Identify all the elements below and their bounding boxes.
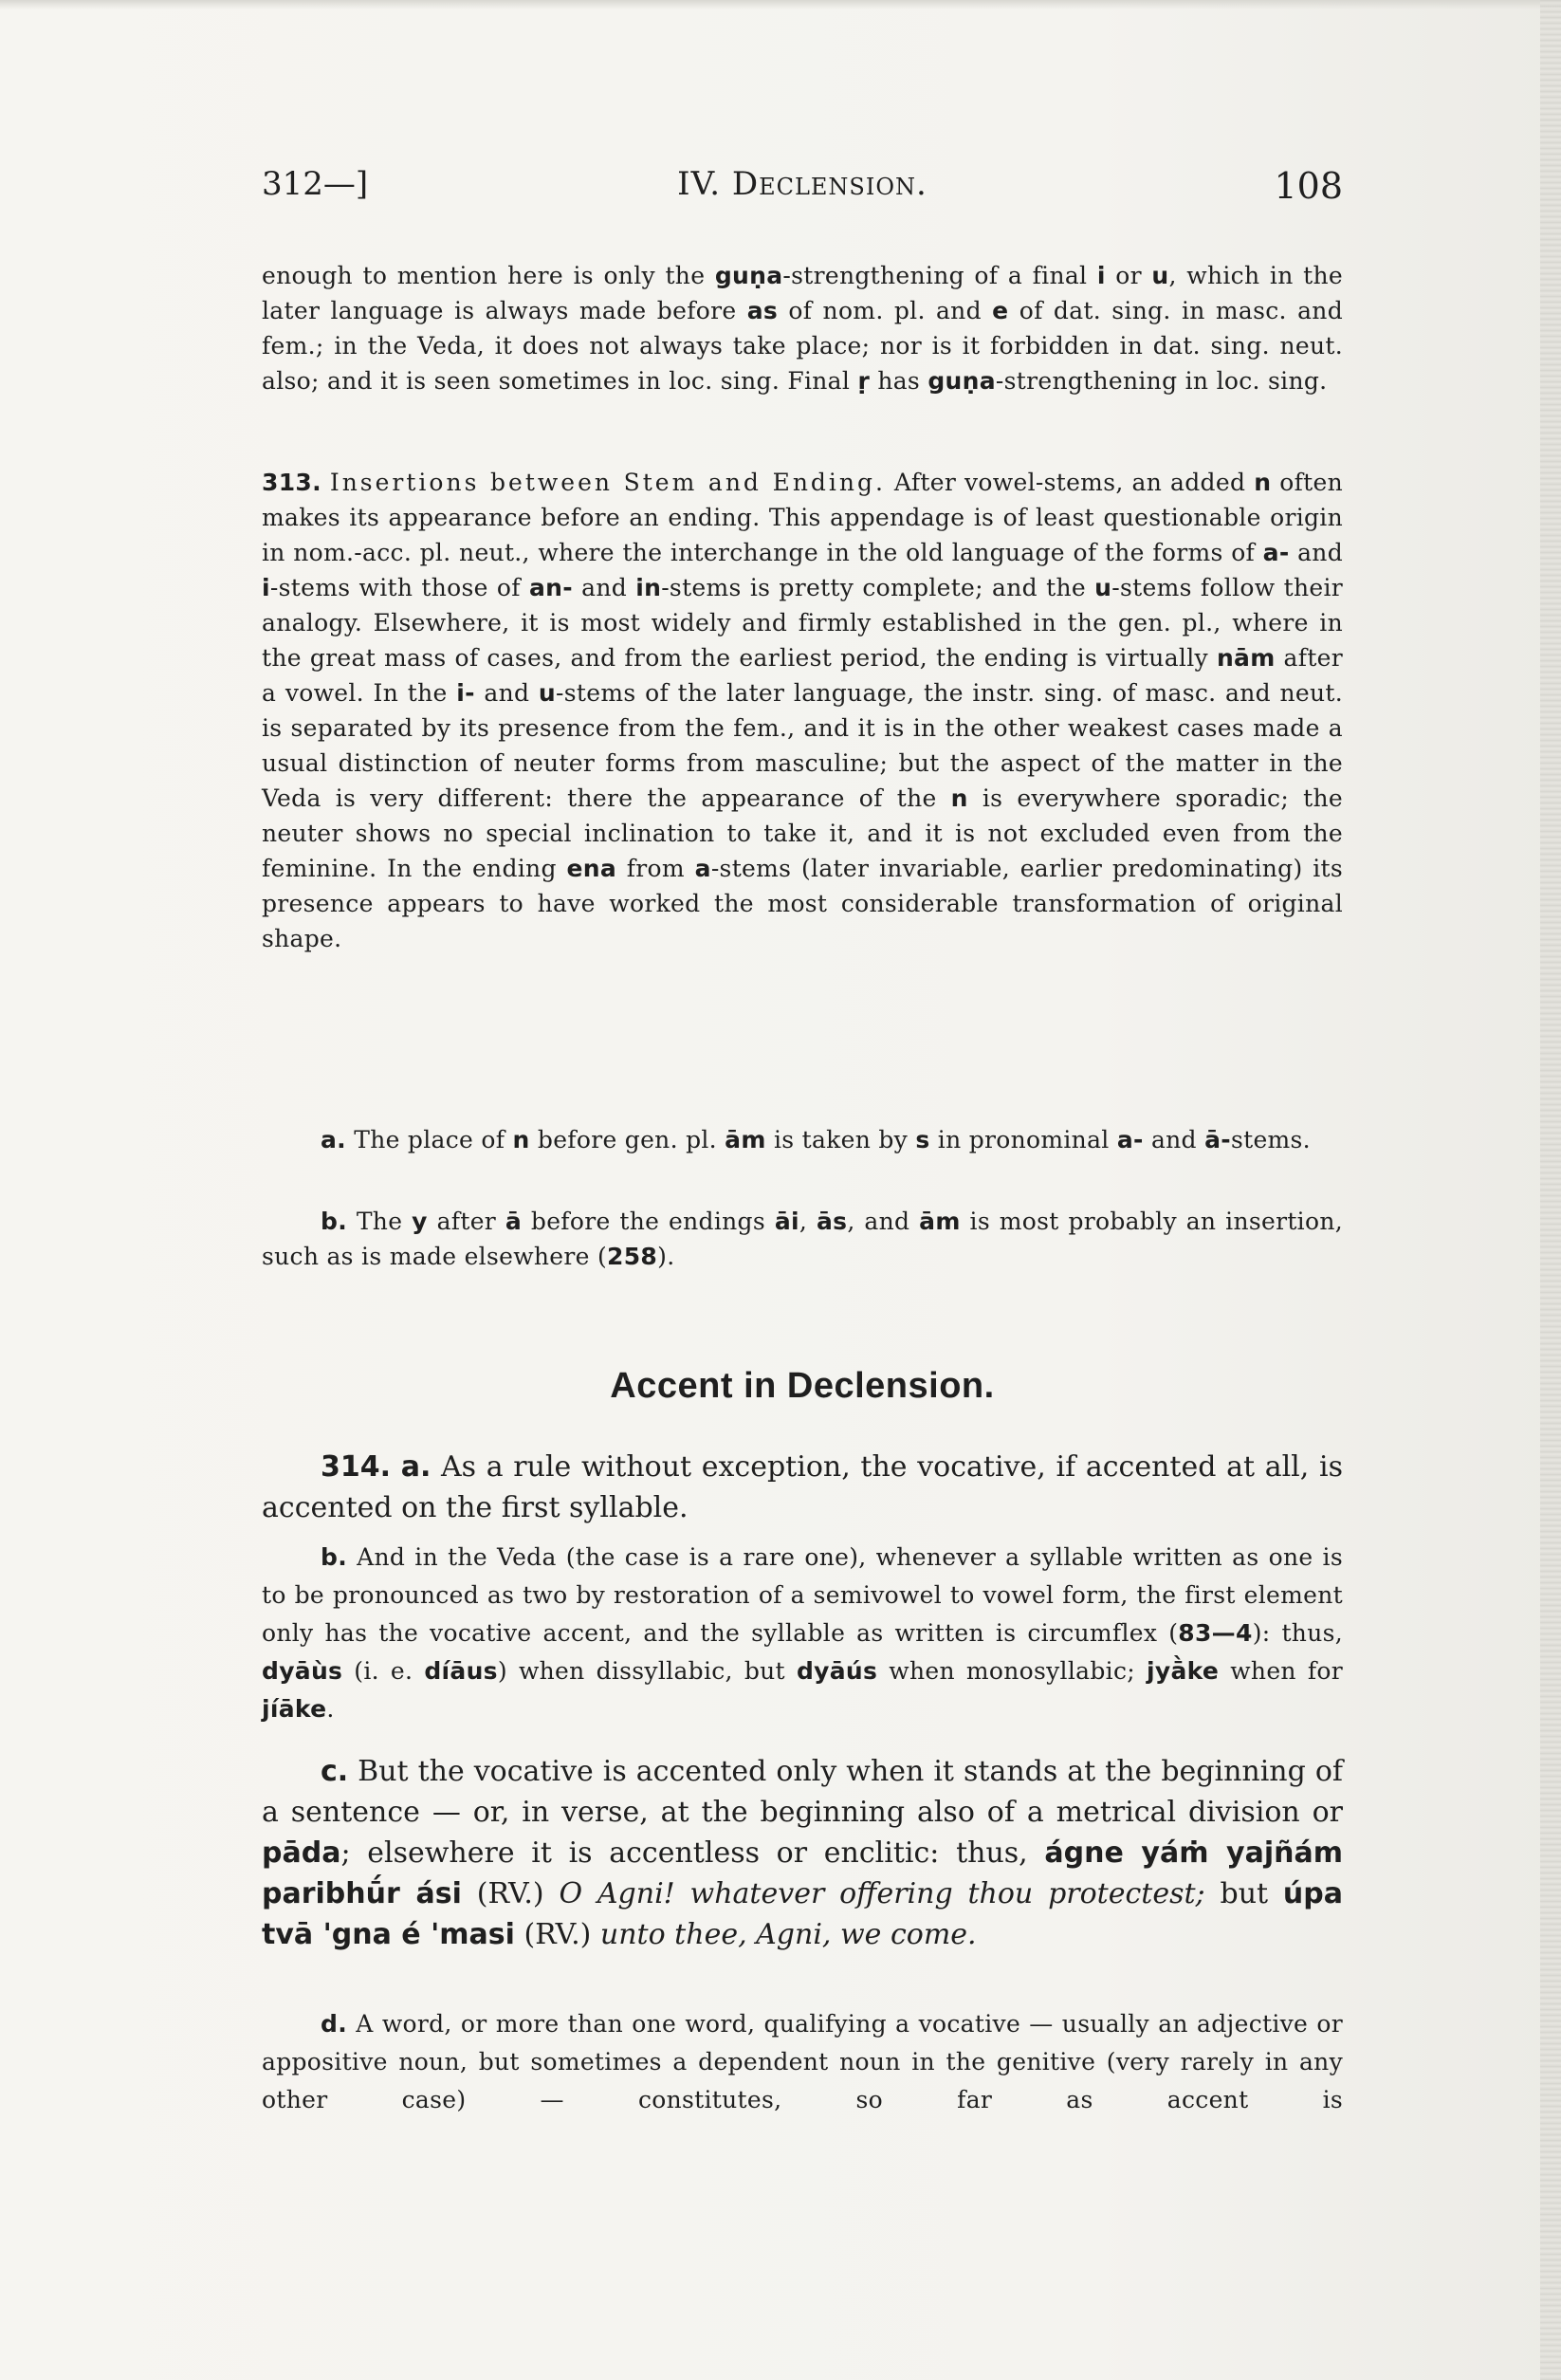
- page-number: 108: [1274, 165, 1343, 207]
- section-number: 313.: [262, 469, 321, 496]
- paragraph-313: 313. Insertions between Stem and Ending. After vowel-stems, an added n often makes its appearance before an ending. This appendage is of least questionable origin in nom.-acc. pl. neut., where the interchange in the old language of the forms of a- and i-stems with those of an- and in-stems is pretty complete; and the u-stems follow their analogy. Elsewhere, it is most widely and firmly established in the gen. pl., where in the great mass of cases, and from the earliest period, the ending is virtually nām after a vowel. In the i- and u-stems of the later language, the instr. sing. of masc. and neut. is separated by its presence from the fem., and it is in the other weakest cases made a usual distinction of neuter forms from masculine; but the aspect of the matter in the Veda is very different: there the appearance of the n is everywhere sporadic; the neuter shows no special inclination to take it, and it is not excluded even from the feminine. In the ending ena from a-stems (later invariable, earlier predominating) its presence appears to have worked the most considerable transformation of original shape.: [262, 469, 1344, 952]
- running-header: [262, 159, 1343, 207]
- section-range: 312—]: [262, 165, 369, 203]
- page-top-edge: [0, 0, 1561, 9]
- section-number: 314.: [321, 1450, 392, 1484]
- chapter-title: IV. Declension.: [677, 165, 927, 203]
- paragraph-313a: a. The place of n before gen. pl. ām is taken by s in pronominal a- and ā-stems.: [321, 1126, 1311, 1153]
- paragraph-314c: c. But the vocative is accented only when it stands at the beginning of a sentence — or, in verse, at the beginning also of a metrical division or pāda; elsewhere it is accentless or enclitic: thus, ágne yáṁ yajñám paribhū́r ási (RV.) O Agni! whatever offering thou protectest; but úpa tvā 'gna é 'masi (RV.) unto thee, Agni, we come.: [262, 1755, 1343, 1951]
- section-heading: Accent in Declension.: [610, 1366, 995, 1406]
- page-right-edge: [1540, 0, 1561, 2380]
- paragraph-314a: 314. a. As a rule without exception, the vocative, if accented at all, is accented on the first syllable.: [262, 1450, 1343, 1524]
- section-title: Insertions between Stem and Ending.: [329, 469, 886, 496]
- paragraph-314b: b. And in the Veda (the case is a rare one), whenever a syllable written as one is to be pronounced as two by restoration of a semivowel to vowel form, the first element only has the vocative accent, and the syllable as written is circumflex (83—4): thus, dyāùs (i. e. díāus) when dissyllabic, but dyāús when monosyllabic; jyā̀ke when for jíāke.: [262, 1543, 1344, 1723]
- paragraph-314d: d. A word, or more than one word, qualifying a vocative — usually an adjective or appositive noun, but sometimes a dependent noun in the genitive (very rarely in any other case) — constitutes, so far as accent is: [262, 2010, 1343, 2113]
- paragraph-313b: b. The y after ā before the endings āi, ās, and ām is most probably an insertion, such as is made elsewhere (258).: [262, 1208, 1343, 1270]
- paragraph-continuation: enough to mention here is only the guṇa-strengthening of a final i or u, which in the later language is always made before as of nom. pl. and e of dat. sing. in masc. and fem.; in the Veda, it does not always take place; nor is it forbidden in dat. sing. neut. also; and it is seen sometimes in loc. sing. Final ṛ has guṇa-strengthening in loc. sing.: [262, 262, 1343, 395]
